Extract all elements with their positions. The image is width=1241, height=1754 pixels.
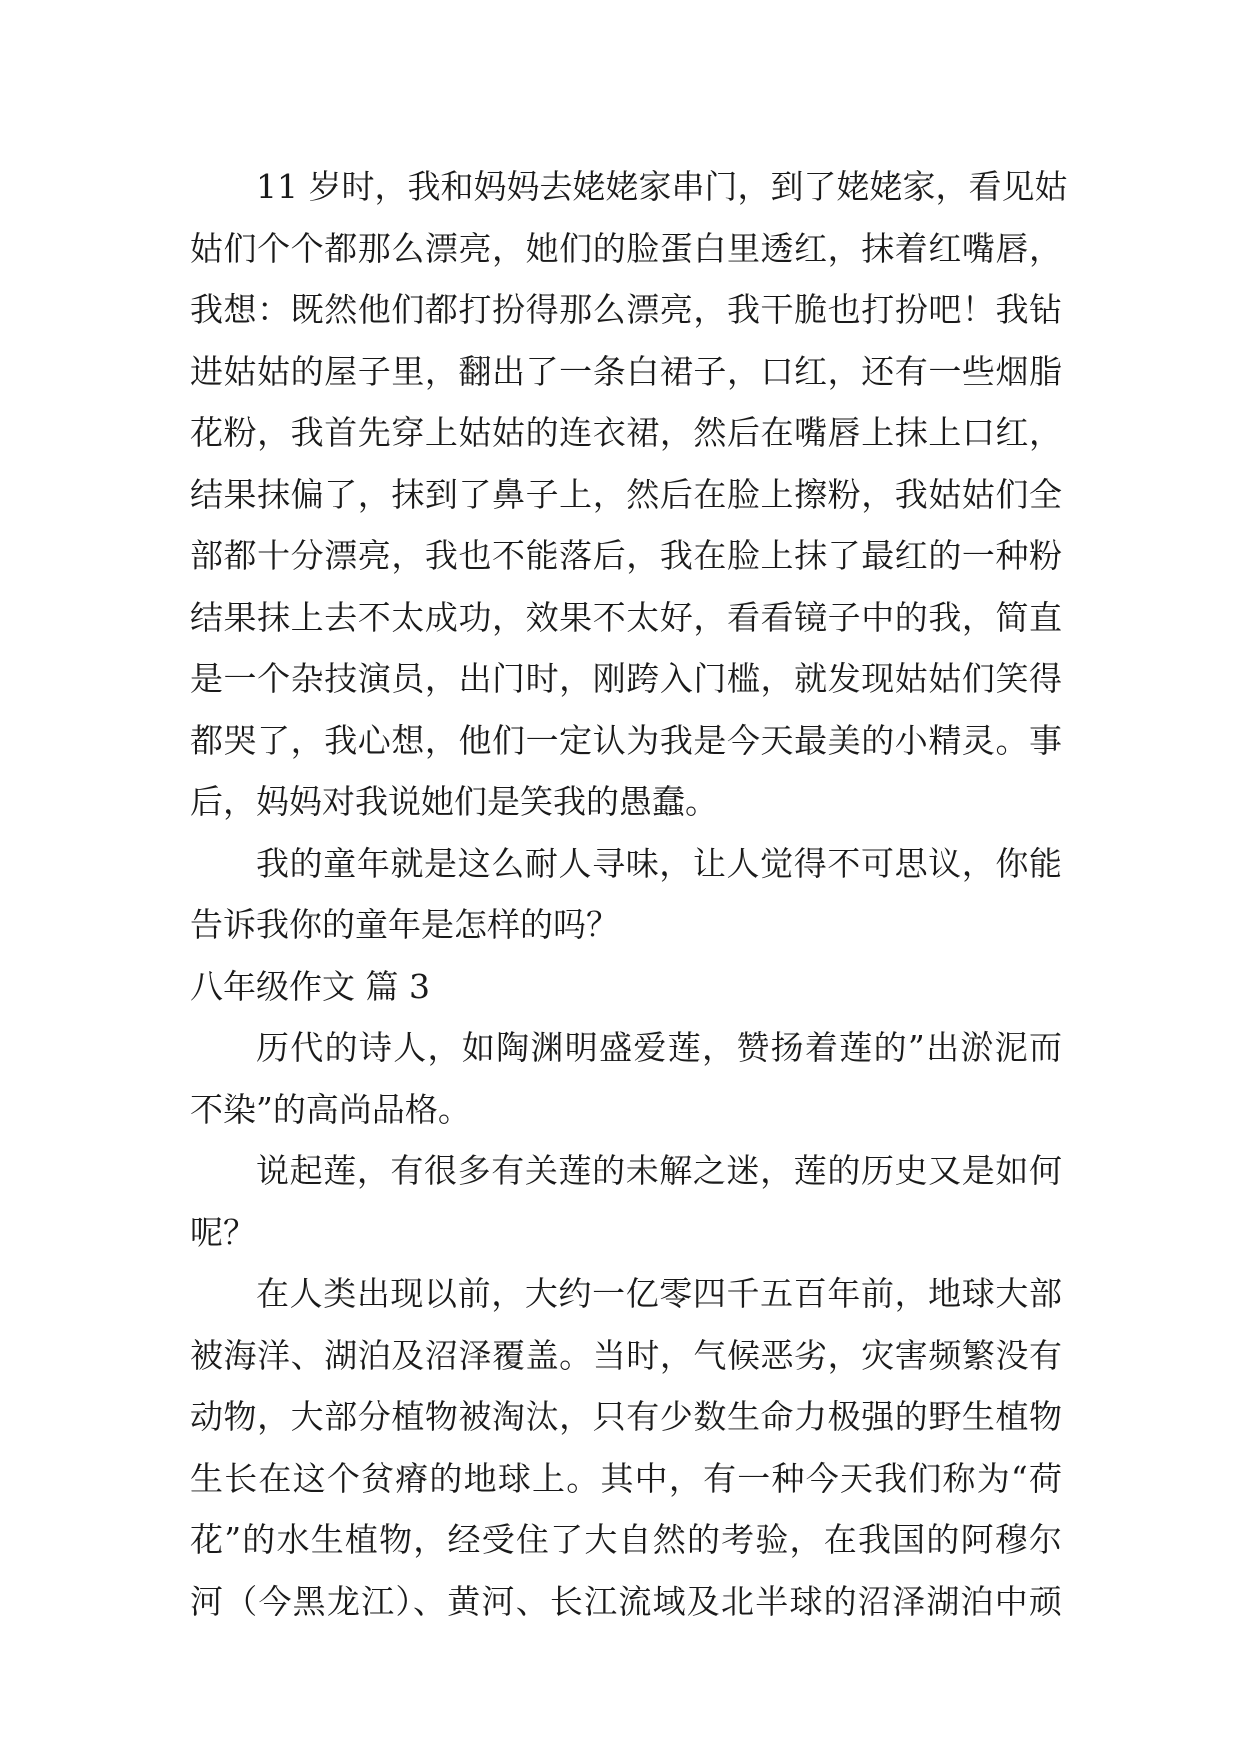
text-line: 结果抹偏了，抹到了鼻子上，然后在脸上擦粉，我姑姑们全 (190, 474, 1062, 514)
text-line: 说起莲，有很多有关莲的未解之迷，莲的历史又是如何 (256, 1151, 1062, 1190)
text-line: 呢？ (190, 1212, 256, 1252)
text-line: 动物，大部分植物被淘汰，只有少数生命力极强的野生植物 (190, 1397, 1062, 1436)
text-line: 姑们个个都那么漂亮，她们的脸蛋白里透红，抹着红嘴唇， (190, 228, 1062, 268)
text-line: 是一个杂技演员，出门时，刚跨入门槛，就发现姑姑们笑得 (190, 659, 1062, 698)
text-line: 被海洋、湖泊及沼泽覆盖。当时，气候恶劣，灾害频繁没有 (190, 1335, 1062, 1375)
text-line: 不染”的高尚品格。 (190, 1089, 471, 1129)
text-line: 结果抹上去不太成功，效果不太好，看看镜子中的我，简直 (190, 597, 1062, 637)
text-line: 河（今黑龙江）、黄河、长江流域及北半球的沼泽湖泊中顽 (190, 1581, 1062, 1621)
text-line: 部都十分漂亮，我也不能落后，我在脸上抹了最红的一种粉 (190, 536, 1062, 575)
text-line: 都哭了，我心想，他们一定认为我是今天最美的小精灵。事 (190, 720, 1062, 760)
text-line: 历代的诗人，如陶渊明盛爱莲，赞扬着莲的”出淤泥而 (256, 1028, 1062, 1067)
text-line: 我想：既然他们都打扮得那么漂亮，我干脆也打扮吧！我钻 (190, 290, 1062, 329)
text-line: 后，妈妈对我说她们是笑我的愚蠢。 (190, 782, 718, 821)
text-line: 11 岁时，我和妈妈去姥姥家串门，到了姥姥家，看见姑 (256, 167, 1068, 206)
document-body (190, 156, 1068, 1632)
text-line: 在人类出现以前，大约一亿零四千五百年前，地球大部 (256, 1274, 1062, 1313)
text-line: 进姑姑的屋子里，翻出了一条白裙子，口红，还有一些烟脂 (190, 351, 1062, 391)
section-heading: 八年级作文 篇 3 (190, 966, 430, 1006)
text-line: 花”的水生植物，经受住了大自然的考验，在我国的阿穆尔 (190, 1520, 1062, 1559)
text-line: 生长在这个贫瘠的地球上。其中，有一种今天我们称为“荷 (190, 1458, 1062, 1498)
text-line: 告诉我你的童年是怎样的吗？ (190, 905, 619, 944)
text-line: 花粉，我首先穿上姑姑的连衣裙，然后在嘴唇上抹上口红， (190, 413, 1062, 452)
text-line: 我的童年就是这么耐人寻味，让人觉得不可思议，你能 (256, 843, 1062, 883)
